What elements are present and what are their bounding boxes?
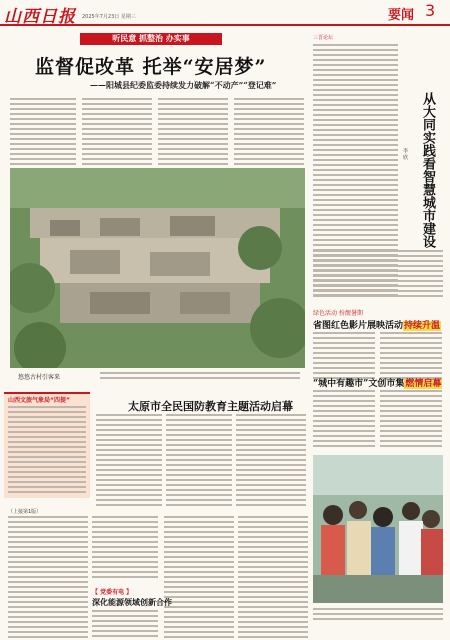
culture-story1-col2 bbox=[380, 332, 442, 379]
culture-headline-film-highlight: 持续升温 bbox=[404, 321, 441, 331]
culture-story2-col1 bbox=[313, 390, 375, 447]
lead-banner: 听民意 抓整治 办实事 bbox=[80, 33, 222, 45]
lead-subhead: ——阳城县纪委监委持续发力破解“不动产”“登记难” bbox=[90, 80, 277, 90]
culture-headline-film[interactable] bbox=[313, 318, 441, 331]
culture-story2-col2 bbox=[380, 390, 442, 447]
photo-credit-lines bbox=[100, 372, 300, 379]
commentary-author: 李 欣 bbox=[402, 148, 408, 160]
continued-body-col3 bbox=[164, 516, 234, 640]
defense-education-headline[interactable]: 太原市全民国防教育主题活动启幕 bbox=[128, 400, 293, 413]
newspaper-logo: 山西日报 bbox=[4, 7, 76, 27]
page-number: 3 bbox=[425, 1, 436, 20]
culture-headline-market-highlight: 燃情启幕 bbox=[405, 379, 442, 389]
lead-body-col2 bbox=[82, 98, 152, 170]
culture-headline-market-text: “城中有趣市”文创市集 bbox=[313, 379, 405, 389]
promo-title[interactable]: 深化能源领域创新合作 bbox=[92, 597, 172, 607]
continued-body-col4 bbox=[238, 516, 308, 640]
village-photo bbox=[10, 168, 305, 368]
defense-body-col2 bbox=[166, 414, 232, 506]
village-photo-caption: 悠悠古村引客来 bbox=[18, 374, 61, 381]
continued-body-col2 bbox=[92, 516, 158, 578]
defense-body-col3 bbox=[236, 414, 306, 506]
section-name: 要闻 bbox=[388, 8, 415, 23]
issue-date: 2025年7月23日 星期三 bbox=[82, 14, 136, 20]
continued-label: （上接第1版） bbox=[8, 509, 42, 515]
culture-headline-market[interactable] bbox=[313, 376, 442, 389]
commentary-title[interactable]: 从大同实践看智慧城市建设 bbox=[420, 92, 435, 248]
brief-body bbox=[8, 406, 86, 493]
culture-headline-film-text: 省图红色影片展映活动 bbox=[313, 321, 404, 331]
crowd-photo bbox=[313, 455, 443, 603]
defense-body-col1 bbox=[96, 414, 162, 506]
lead-headline[interactable]: 监督促改革 托举“安居梦” bbox=[35, 56, 267, 78]
crowd-photo-caption-lines bbox=[313, 608, 443, 620]
brief-title[interactable]: 山西文旅气象局“四提” bbox=[8, 397, 70, 404]
lead-body-col1 bbox=[10, 98, 76, 170]
culture-section-label: 绿色活动 扮靓暑期 bbox=[313, 310, 363, 317]
lead-body-col4 bbox=[234, 98, 304, 165]
commentary-body-tail bbox=[313, 250, 443, 297]
culture-story1-col1 bbox=[313, 332, 375, 379]
lead-body-col3 bbox=[158, 98, 228, 170]
promo-label: 【 党委有电 】 bbox=[92, 589, 133, 596]
commentary-label: 三晋论坛 bbox=[313, 35, 334, 41]
promo-body bbox=[92, 610, 158, 637]
continued-body-col1 bbox=[8, 516, 88, 640]
